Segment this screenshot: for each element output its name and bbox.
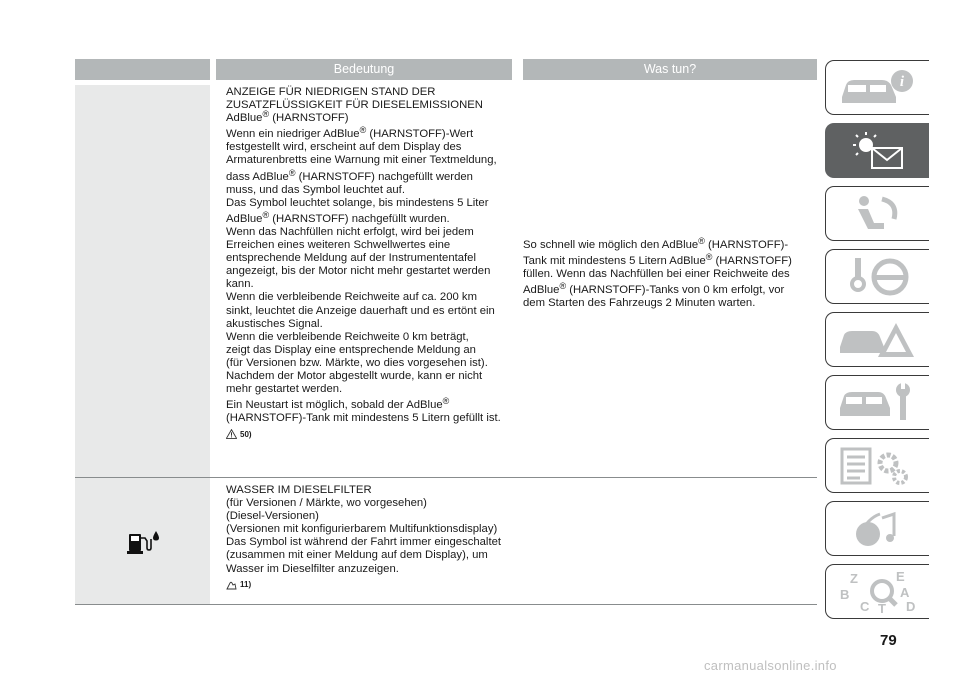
row-divider [75,477,817,478]
text-line: kann. [226,278,254,291]
header-action: Was tun? [523,59,817,80]
text-line: sinkt, leuchtet die Anzeige dauerhaft und es ertönt ein [226,304,495,317]
svg-text:i: i [899,74,905,90]
multimedia-music-icon [838,508,918,550]
text-line: Tank mit mindestens 5 Litern AdBlue® (HARNSTOFF) [523,252,792,268]
header-icon-column [75,59,210,80]
tab-starting-driving[interactable] [825,249,929,304]
index-letter-t: T [878,601,886,613]
row1-warning-number: 50) [240,429,252,439]
tab-warning-lights[interactable] [825,123,929,178]
water-in-diesel-filter-icon [126,529,162,555]
text-line: dem Starten des Fahrzeugs 2 Minuten warten. [523,297,756,310]
index-letter-z: Z [850,571,858,586]
text-line: (Versionen mit konfigurierbarem Multifunktionsdisplay) [226,523,498,536]
text-line: Ein Neustart ist möglich, sobald der AdBlue® [226,396,450,412]
row2-icon-cell [75,480,210,604]
index-letter-a: A [900,585,910,600]
seat-airbag-icon [838,193,918,235]
text-line: Erreichen eines weiteren Schwellwertes eine [226,239,451,252]
text-line: mehr gestartet werden. [226,383,343,396]
row2-warning-ref [226,580,526,590]
caution-hand-icon [226,580,237,590]
row1-action [523,236,817,310]
text-line: (HARNSTOFF)-Tank mit mindestens 5 Litern gefüllt ist. [226,412,501,425]
text-line: dass AdBlue® (HARNSTOFF) nachgefüllt werden [226,167,473,183]
text-line: ZUSATZFLÜSSIGKEIT FÜR DIESELEMISSIONEN [226,99,483,112]
row1-warning-ref [226,429,526,439]
car-maintenance-wrench-icon [838,382,918,424]
text-line: angezeigt, bis der Motor nicht mehr gestartet werden [226,265,491,278]
text-line: Wenn das Nachfüllen nicht erfolgt, wird bei jedem [226,225,474,238]
text-line: festgestellt wird, erscheint auf dem Display des [226,141,462,154]
text-line: muss, und das Symbol leuchtet auf. [226,183,405,196]
tab-multimedia[interactable] [825,501,929,556]
text-line: (für Versionen bzw. Märkte, wo dies vorgesehen ist). [226,356,488,369]
text-line: Wenn die verbleibende Reichweite 0 km beträgt, [226,330,469,343]
row1-action-text [523,236,817,310]
text-line: AdBlue® (HARNSTOFF) nachgefüllt wurden. [226,209,450,225]
text-line: (zusammen mit einer Meldung auf dem Display), um [226,549,488,562]
tab-car-info[interactable] [825,60,929,115]
text-line: (Diesel-Versionen) [226,510,319,523]
text-line: (für Versionen / Märkte, wo vorgesehen) [226,497,427,510]
text-line: Armaturenbretts eine Warnung mit einer Textmeldung, [226,154,497,167]
warning-light-message-icon [838,130,918,172]
text-line: Das Symbol ist während der Fahrt immer eingeschaltet [226,536,502,549]
text-line: füllen. Wenn das Nachfüllen bei einer Reichweite des [523,268,790,281]
text-line: So schnell wie möglich den AdBlue® (HARNSTOFF)- [523,236,789,251]
row2-meaning [226,484,526,590]
header-meaning: Bedeutung [216,59,512,80]
text-line: zeigt das Display eine entsprechende Meldung an [226,343,476,356]
tab-index[interactable] [825,564,929,619]
car-breakdown-triangle-icon [838,319,918,361]
text-line: Wenn die verbleibende Reichweite auf ca. 200 km [226,291,477,304]
page-number: 79 [880,632,897,649]
table-bottom-rule [75,604,817,605]
text-line: akustisches Signal. [226,317,323,330]
footer-watermark: carmanualsonline.info [704,658,837,673]
text-line: Das Symbol leuchtet solange, bis mindestens 5 Liter [226,196,489,209]
row1-text [226,86,526,425]
car-info-icon [838,67,918,109]
text-line: Wasser im Dieselfilter anzuzeigen. [226,562,399,575]
tab-technical-data[interactable] [825,438,929,493]
tab-emergency[interactable] [825,312,929,367]
text-line: WASSER IM DIESELFILTER [226,484,372,496]
index-search-icon [838,571,918,613]
specifications-gears-icon [838,445,918,487]
text-line: AdBlue® (HARNSTOFF) [226,109,349,125]
warning-triangle-icon [226,429,237,439]
index-letter-c: C [860,599,870,613]
text-line: ANZEIGE FÜR NIEDRIGEN STAND DER [226,86,436,98]
tab-maintenance[interactable] [825,375,929,430]
text-line: entsprechende Meldung auf der Instrumententafel [226,252,476,265]
text-line: Wenn ein niedriger AdBlue® (HARNSTOFF)-Wert [226,125,474,141]
key-steering-wheel-icon [838,256,918,298]
row2-warning-number: 11) [240,580,252,590]
text-line: AdBlue® (HARNSTOFF)-Tanks von 0 km erfolgt, vor [523,281,785,297]
row2-text [226,484,526,576]
index-letter-d: D [906,599,916,613]
index-letter-b: B [840,587,850,602]
index-letter-e: E [896,571,905,584]
row1-icon-cell [75,85,210,531]
text-line: Nachdem der Motor abgestellt wurde, kann er nicht [226,369,483,382]
row1-meaning [226,86,526,439]
tab-safety[interactable] [825,186,929,241]
